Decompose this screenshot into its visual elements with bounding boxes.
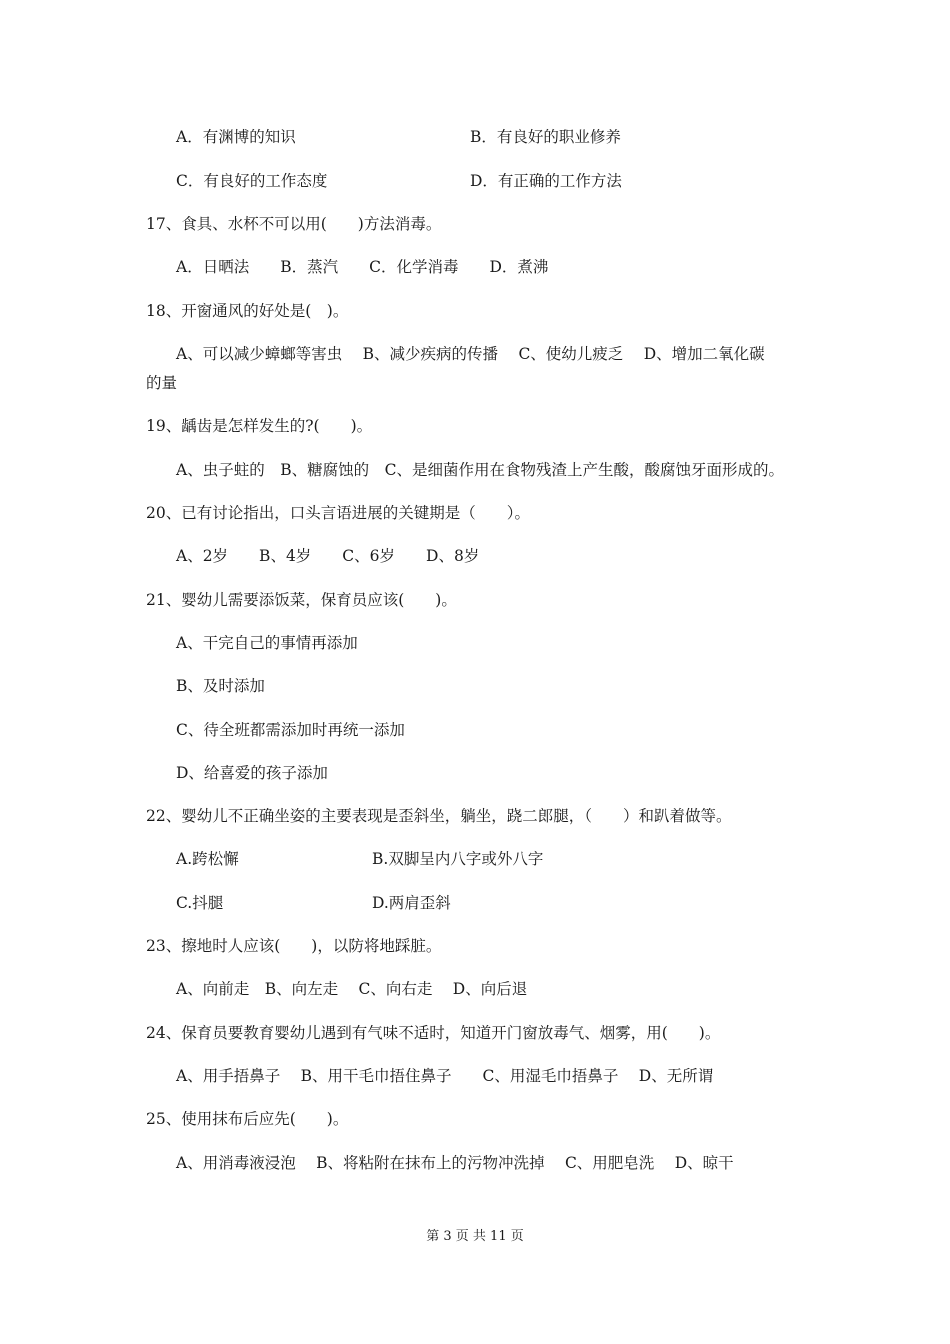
question-text: 24、保育员要教育婴幼儿遇到有气味不适时，知道开门窗放毒气、烟雾，用( )。 [146, 1024, 721, 1042]
option-text: A、用消毒液浸泡 B、将粘附在抹布上的污物冲洗掉 C、用肥皂洗 D、晾干 [176, 1154, 734, 1172]
question-text: 19、龋齿是怎样发生的?( )。 [146, 417, 373, 435]
option-text: A.跨松懈 [176, 850, 239, 868]
option-text: C.抖腿 [176, 894, 224, 912]
question-text: 25、使用抹布后应先( )。 [146, 1110, 349, 1128]
continuation-text: 的量 [146, 374, 178, 392]
option-text: D．有正确的工作方法 [470, 172, 622, 190]
option-text: A、可以减少蟑螂等害虫 B、减少疾病的传播 C、使幼儿疲乏 D、增加二氧化碳 [176, 345, 765, 363]
option-text: D.两肩歪斜 [372, 894, 451, 912]
page-footer: 第 3 页 共 11 页 [426, 1229, 524, 1244]
option-text: A、用手捂鼻子 B、用干毛巾捂住鼻子 C、用湿毛巾捂鼻子 D、无所谓 [176, 1067, 714, 1085]
question-text: 17、食具、水杯不可以用( )方法消毒。 [146, 215, 442, 233]
question-text: 18、开窗通风的好处是( )。 [146, 302, 349, 320]
question-text: 23、擦地时人应该( )，以防将地踩脏。 [146, 937, 442, 955]
option-text: C、待全班都需添加时再统一添加 [176, 721, 405, 739]
option-text: A、向前走 B、向左走 C、向右走 D、向后退 [176, 980, 528, 998]
question-text: 20、已有讨论指出，口头言语进展的关键期是（ ）。 [146, 504, 530, 522]
option-text: A、干完自己的事情再添加 [176, 634, 358, 652]
option-text: A．有渊博的知识 [176, 128, 296, 146]
option-text: A、2岁 B、4岁 C、6岁 D、8岁 [176, 547, 480, 565]
option-text: A、虫子蛀的 B、糖腐蚀的 C、是细菌作用在食物残渣上产生酸，酸腐蚀牙面形成的。 [176, 461, 784, 479]
option-text: B、及时添加 [176, 677, 265, 695]
question-text: 22、婴幼儿不正确坐姿的主要表现是歪斜坐，躺坐，跷二郎腿，（ ）和趴着做等。 [146, 807, 732, 825]
option-text: B．有良好的职业修养 [470, 128, 621, 146]
option-text: A．日晒法 B．蒸汽 C．化学消毒 D．煮沸 [176, 258, 549, 276]
option-text: B.双脚呈内八字或外八字 [372, 850, 544, 868]
option-text: C．有良好的工作态度 [176, 172, 328, 190]
question-text: 21、婴幼儿需要添饭菜，保育员应该( )。 [146, 591, 457, 609]
option-text: D、给喜爱的孩子添加 [176, 764, 328, 782]
